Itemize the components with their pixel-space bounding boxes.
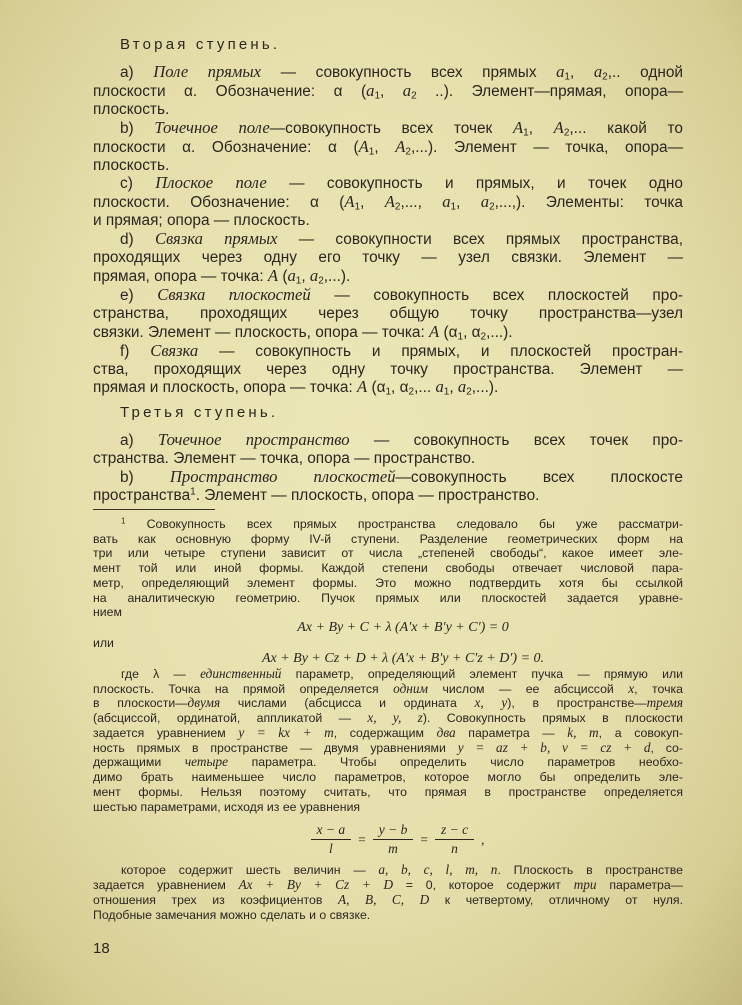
- text-run: в плоскости—: [93, 696, 188, 711]
- text-run: задается уравнением: [93, 878, 239, 893]
- subscript: 2: [405, 146, 411, 158]
- italic-term: y = az + b, v = cz + d: [457, 739, 651, 755]
- italic-term: A: [267, 265, 279, 285]
- italic-term: одним: [393, 680, 428, 696]
- text-run: ,...: [414, 379, 436, 397]
- text-run: параметра—: [596, 878, 683, 893]
- italic-term: Связка: [150, 340, 199, 360]
- text-line: [93, 249, 683, 267]
- footnote-part-2: [93, 667, 683, 815]
- text-line: [93, 532, 683, 547]
- subscript: 1: [368, 146, 375, 158]
- italic-term: тремя: [646, 695, 683, 711]
- footnote-divider: [93, 509, 215, 510]
- text-run: где λ —: [121, 666, 201, 681]
- text-run: шестью параметрами, исходя из ее уравнения: [93, 799, 361, 814]
- equation-space-pencil: Ax + By + Cz + D + λ (A′x + B′y + C′z + D′) = 0.: [261, 650, 545, 666]
- italic-term: A: [344, 192, 355, 212]
- subscript: 1: [374, 90, 381, 102]
- text-run: ,...).: [486, 323, 513, 341]
- subscript: 1: [450, 201, 457, 213]
- text-run: (α: [439, 323, 458, 341]
- text-run: ,: [528, 119, 554, 137]
- text-run: c): [120, 175, 156, 193]
- text-run: d): [120, 231, 155, 249]
- text-run: плоскости α. Обозначение: α (: [93, 138, 359, 156]
- text-run: плоскость.: [93, 156, 170, 174]
- text-run: странства. Элемент — точка, опора — пространство.: [93, 450, 476, 468]
- text-run: ,: [456, 194, 481, 212]
- italic-term: A, B, C, D: [338, 891, 430, 907]
- text-line: [93, 605, 683, 620]
- text-run: прямая, опора — точка:: [93, 267, 268, 285]
- footnote-part-3: [93, 863, 683, 922]
- text-line: [93, 755, 683, 770]
- italic-term: A: [357, 377, 368, 397]
- subscript: 2: [563, 127, 570, 139]
- text-run: ). Совокупность прямых в плоскости: [422, 711, 683, 726]
- text-run: — совокупность и прямых, и плоскостей простран-: [198, 342, 683, 360]
- text-run: — совокупность всех прямых: [261, 64, 557, 81]
- fraction-z: [435, 822, 474, 857]
- text-run: ,... какой то: [569, 119, 683, 137]
- text-line: [93, 212, 683, 230]
- italic-term: двумя: [187, 695, 221, 711]
- text-run: ,: [301, 267, 310, 285]
- text-line: [93, 546, 683, 561]
- trailing-comma: ,: [481, 831, 485, 847]
- page-number: 18: [93, 940, 110, 958]
- text-run: ), в пространстве—: [507, 696, 647, 711]
- subscript: 1: [523, 127, 529, 139]
- denominator: m: [388, 841, 398, 857]
- text-line: [93, 517, 683, 532]
- text-run: проходящих через одну его точку — узел связки. Элемент —: [93, 249, 683, 267]
- text-line: [93, 893, 683, 908]
- text-run: прямая и плоскость, опора — точка:: [93, 379, 358, 397]
- subscript: 2: [466, 386, 472, 398]
- text-run: (α: [367, 379, 386, 397]
- text-line: [93, 138, 683, 157]
- text-run: плоскость.: [93, 100, 170, 118]
- text-run: мент формы. Нельзя поэтому считать, что прямая в пространстве определяется: [93, 784, 683, 799]
- text-line: [93, 785, 683, 800]
- paragraph: [93, 468, 683, 505]
- text-line: [93, 800, 683, 815]
- italic-term: три: [573, 877, 597, 893]
- text-run: b): [120, 119, 155, 137]
- text-run: a): [120, 64, 154, 81]
- text-line: [93, 908, 683, 923]
- subscript: 2: [602, 71, 608, 83]
- italic-term: A: [384, 192, 395, 212]
- text-run: и прямая; опора — плоскость.: [93, 212, 310, 230]
- italic-term: k, m: [567, 724, 599, 740]
- text-run: , α: [463, 323, 481, 341]
- text-line: [93, 82, 683, 101]
- text-run: ,...,: [400, 194, 443, 212]
- text-run: ,...).: [471, 379, 499, 397]
- text-line: [93, 711, 683, 726]
- text-run: ,...).: [323, 267, 351, 285]
- text-run: ,.. одной: [607, 64, 683, 81]
- italic-term: x, y: [474, 695, 508, 711]
- text-line: [93, 378, 683, 397]
- text-run: параметра. Чтобы определить число параметров необхо-: [227, 755, 683, 770]
- italic-term: x, y, z: [367, 710, 423, 726]
- denominator: n: [451, 841, 458, 857]
- text-run: — совокупность всех точек про-: [349, 432, 683, 450]
- italic-term: a: [287, 265, 296, 285]
- equation-plane-pencil: Ax + By + C + λ (A′x + B′y + C′) = 0: [297, 620, 509, 636]
- text-run: плоскости. Обозначение: α (: [93, 194, 345, 212]
- text-line: [93, 770, 683, 785]
- italic-term: x: [628, 680, 635, 696]
- text-run: ,: [374, 138, 396, 156]
- text-run: —совокупность всех плоскосте: [395, 469, 683, 487]
- superscript: 1: [121, 516, 126, 526]
- text-run: a): [120, 432, 159, 450]
- text-run: — совокупности всех прямых пространства,: [277, 231, 683, 249]
- equals-sign: =: [420, 831, 428, 847]
- italic-term: Плоское поле: [155, 173, 267, 193]
- text-run: . Элемент — плоскость, опора — пространство.: [195, 487, 540, 505]
- text-line: [93, 682, 683, 697]
- subscript: 1: [385, 386, 392, 398]
- italic-term: a: [480, 192, 490, 212]
- subscript: 1: [354, 201, 361, 213]
- text-line: [93, 696, 683, 711]
- text-line: [93, 878, 683, 893]
- subscript: 1: [443, 386, 450, 398]
- text-run: отношения трех из коэфициентов: [93, 892, 339, 907]
- text-line: [93, 561, 683, 576]
- text-run: нием: [93, 605, 122, 620]
- text-run: числом — ее абсциссой: [428, 681, 629, 696]
- text-run: . Плоскость в пространстве: [497, 863, 684, 878]
- italic-term: a: [402, 80, 412, 100]
- italic-term: a: [593, 62, 603, 81]
- text-run: плоскость. Точка на прямой определяется: [93, 681, 394, 696]
- text-run: ..). Элемент—прямая, опора—: [416, 82, 683, 100]
- italic-term: Связка плоскостей: [157, 284, 311, 304]
- text-line: [93, 342, 683, 361]
- text-line: [93, 863, 683, 878]
- text-run: ства, проходящих через одну точку пространства. Элемент —: [93, 360, 683, 378]
- text-run: ,: [380, 82, 403, 100]
- text-line: [93, 591, 683, 606]
- text-line: [93, 193, 683, 212]
- text-line: [93, 576, 683, 591]
- subscript: 2: [411, 90, 417, 102]
- paragraph: [93, 174, 683, 230]
- paragraph: [93, 342, 683, 398]
- italic-term: единственный: [200, 665, 282, 681]
- text-run: — совокупность и прямых, и точек одно: [266, 175, 683, 193]
- footnote-or: или: [93, 636, 114, 651]
- text-line: [93, 323, 683, 342]
- italic-term: a: [435, 377, 444, 397]
- text-line: [93, 361, 683, 379]
- text-run: на аналитическую геометрию. Пучок прямых или плоскостей задается уравне-: [93, 590, 683, 605]
- paragraph: [93, 863, 683, 922]
- italic-term: a: [556, 62, 565, 81]
- italic-term: два: [436, 724, 456, 740]
- equals-sign: =: [358, 831, 366, 847]
- text-run: , со-: [650, 740, 683, 755]
- text-run: (абсциссой, ординатой, аппликатой —: [93, 711, 368, 726]
- text-run: параметр, определяющий элемент пучка — прямую или: [281, 666, 683, 681]
- text-run: , точка: [634, 681, 683, 696]
- text-run: ность прямых в пространстве — двумя уравнениями: [93, 740, 458, 755]
- text-line: [93, 468, 683, 487]
- paragraph: [93, 286, 683, 342]
- text-line: [93, 101, 683, 119]
- text-run: плоскости α. Обозначение: α (: [93, 82, 367, 100]
- text-run: параметра —: [455, 725, 568, 740]
- paragraph: [93, 431, 683, 468]
- subscript: 1: [457, 331, 464, 343]
- text-run: , α: [391, 379, 409, 397]
- italic-term: Поле прямых: [153, 62, 262, 81]
- line-equation-fraction: [113, 822, 683, 857]
- text-line: [93, 119, 683, 138]
- text-run: b): [120, 469, 170, 487]
- footnote-part-1: [93, 517, 683, 620]
- numerator: z − c: [435, 822, 474, 840]
- text-run: числами (абсцисса и ордината: [220, 696, 475, 711]
- subscript: 2: [394, 201, 401, 213]
- italic-term: A: [512, 117, 524, 137]
- fraction-y: [373, 822, 414, 857]
- italic-term: A: [429, 321, 440, 341]
- main-text: [93, 35, 683, 505]
- text-run: три или четыре ступени зависит от числа „степеней свободы“, какое имеет эле-: [93, 546, 683, 561]
- text-run: —совокупность всех точек: [269, 119, 513, 137]
- text-run: к четвертому, отличному от нуля.: [429, 892, 683, 907]
- text-run: ,...). Элемент — точка, опора—: [410, 138, 684, 156]
- section-heading-third-degree: Третья ступень.: [120, 404, 279, 422]
- text-run: Совокупность всех прямых пространства следовало бы уже рассматри-: [125, 516, 683, 531]
- numerator: y − b: [373, 822, 414, 840]
- text-line: [93, 726, 683, 741]
- text-run: которое содержит шесть величин —: [121, 863, 379, 878]
- text-run: пространства: [93, 487, 191, 505]
- text-line: [93, 286, 683, 305]
- third-degree-items: [93, 431, 683, 505]
- text-line: [93, 174, 683, 193]
- italic-term: Ax + By + Cz + D: [238, 877, 394, 893]
- text-run: димо брать наименьшее число параметров, которое могло бы определить эле-: [93, 770, 683, 785]
- footnote: [93, 517, 683, 923]
- text-run: держащими: [93, 755, 185, 770]
- text-line: [93, 267, 683, 286]
- italic-term: a: [457, 377, 467, 397]
- italic-term: Точечное пространство: [158, 430, 350, 450]
- text-run: = 0, которое содержит: [393, 878, 574, 893]
- italic-term: a: [442, 192, 451, 212]
- text-run: задается уравнением: [93, 725, 239, 740]
- italic-term: a: [366, 80, 375, 100]
- subscript: 2: [480, 331, 487, 343]
- italic-term: Пространство плоскостей: [169, 467, 396, 487]
- paragraph: [93, 119, 683, 175]
- paragraph: [93, 63, 683, 119]
- text-run: , а совокуп-: [598, 725, 683, 740]
- fraction-x: [311, 822, 352, 857]
- text-run: мент той или иной формы. Каждой степени свободы отвечает числовой пара-: [93, 561, 683, 576]
- italic-term: четыре: [184, 754, 228, 770]
- italic-term: a: [309, 265, 319, 285]
- text-line: [93, 741, 683, 756]
- text-run: Подобные замечания можно сделать и о связке.: [93, 907, 371, 922]
- italic-term: y = kx + m: [238, 724, 334, 740]
- text-run: ,: [449, 379, 458, 397]
- numerator: x − a: [311, 822, 352, 840]
- subscript: 2: [408, 386, 415, 398]
- text-run: вать как основную форму IV-й ступени. Разделение геометрических форм на: [93, 531, 683, 546]
- text-line: [93, 450, 683, 468]
- text-run: связки. Элемент — плоскость, опора — точка:: [93, 323, 430, 341]
- subscript: 1: [295, 275, 302, 287]
- paragraph: [93, 230, 683, 286]
- text-line: [93, 63, 683, 82]
- text-run: ,: [360, 194, 385, 212]
- text-line: [93, 157, 683, 175]
- italic-term: A: [358, 136, 369, 156]
- text-run: ,...,). Элементы: точка: [494, 194, 683, 212]
- text-run: , содержащим: [333, 725, 437, 740]
- paragraph: [93, 517, 683, 620]
- text-run: странства, проходящих через общую точку пространства—узел: [93, 304, 683, 322]
- second-degree-items: [93, 63, 683, 397]
- italic-term: a, b, c, l, m, n: [378, 862, 498, 878]
- subscript: 2: [318, 275, 324, 287]
- text-line: [93, 305, 683, 323]
- text-run: — совокупность всех плоскостей про-: [310, 286, 684, 304]
- italic-term: A: [553, 117, 564, 137]
- italic-term: Точечное поле: [154, 117, 270, 137]
- superscript: 1: [190, 486, 196, 498]
- text-line: [93, 487, 683, 505]
- text-run: ,: [569, 64, 594, 81]
- subscript: 1: [564, 71, 570, 83]
- text-line: [93, 230, 683, 249]
- text-run: f): [120, 342, 151, 360]
- section-heading-second-degree: Вторая ступень.: [120, 36, 281, 53]
- denominator: l: [328, 841, 333, 857]
- paragraph: [93, 667, 683, 815]
- italic-term: Связка прямых: [154, 229, 278, 249]
- italic-term: A: [395, 136, 406, 156]
- text-line: [93, 667, 683, 682]
- text-run: e): [120, 286, 158, 304]
- text-run: (: [278, 267, 288, 285]
- subscript: 2: [489, 201, 495, 213]
- text-run: метр, определяющий элемент формы. Это можно подтвердить хотя бы ссылкой: [93, 575, 683, 590]
- text-line: [93, 431, 683, 450]
